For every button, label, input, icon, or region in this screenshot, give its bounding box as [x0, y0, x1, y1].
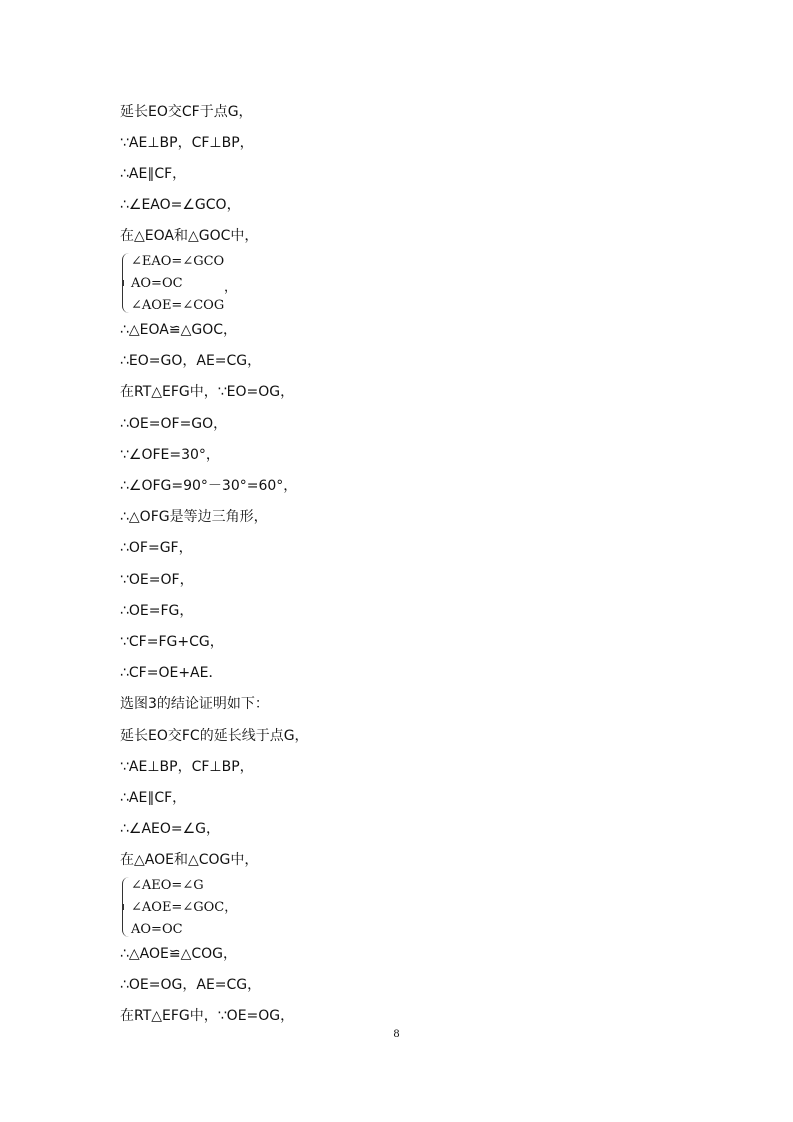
- proof-line: ∴OF=GF，: [120, 540, 193, 556]
- proof-line: ∵CF=FG+CG，: [120, 634, 224, 650]
- proof-line: ∴△AOE≌△COG，: [120, 946, 238, 962]
- left-brace: [122, 877, 129, 937]
- proof-line: ∴AE∥CF，: [120, 790, 187, 806]
- equation-system-2: [120, 875, 340, 941]
- proof-line: ∴∠OFG=90°－30°=60°，: [120, 478, 298, 494]
- proof-line: ∵OE=OF，: [120, 572, 194, 588]
- equation-system-1: [120, 251, 340, 317]
- proof-line: ∴OE=OF=GO，: [120, 416, 228, 432]
- proof-line: 在△EOA和△GOC中，: [120, 228, 259, 244]
- proof-line: ∴CF=OE+AE．: [120, 665, 223, 681]
- proof-line: ∴OE=OG，AE=CG，: [120, 977, 262, 993]
- proof-line: ∴∠EAO=∠GCO，: [120, 197, 241, 213]
- system-row: ∠EAO=∠GCO: [131, 254, 225, 269]
- proof-line: ∵AE⊥BP，CF⊥BP，: [120, 759, 254, 775]
- proof-line: ∴△EOA≌△GOC，: [120, 322, 238, 338]
- proof-line: 延长EO交FC的延长线于点G，: [120, 728, 309, 744]
- system-row: ∠AOE=∠GOC，: [131, 900, 238, 915]
- proof-line: ∴△OFG是等边三角形，: [120, 509, 268, 525]
- proof-line: ∴EO=GO，AE=CG，: [120, 353, 262, 369]
- system-row: ∠AEO=∠G: [131, 878, 204, 893]
- left-brace: [122, 253, 129, 313]
- system-row: AO=OC: [131, 922, 183, 937]
- proof-line: 在△AOE和△COG中，: [120, 852, 259, 868]
- proof-line: ∴AE∥CF，: [120, 166, 187, 182]
- proof-line: ∵∠OFE=30°，: [120, 447, 220, 463]
- system-row: ∠AOE=∠COG: [131, 298, 225, 313]
- proof-line: ∵AE⊥BP，CF⊥BP，: [120, 135, 254, 151]
- proof-line: 延长EO交CF于点G，: [120, 104, 253, 120]
- page-number: 8: [393, 1026, 400, 1040]
- proof-line: 在RT△EFG中，∵OE=OG，: [120, 1008, 295, 1024]
- system-row: AO=OC: [131, 276, 183, 291]
- system-comma: ，: [224, 280, 238, 295]
- proof-line: 选图3的结论证明如下：: [120, 696, 269, 712]
- proof-line: 在RT△EFG中，∵EO=OG，: [120, 384, 295, 400]
- proof-line: ∴OE=FG，: [120, 603, 194, 619]
- proof-line: ∴∠AEO=∠G，: [120, 821, 221, 837]
